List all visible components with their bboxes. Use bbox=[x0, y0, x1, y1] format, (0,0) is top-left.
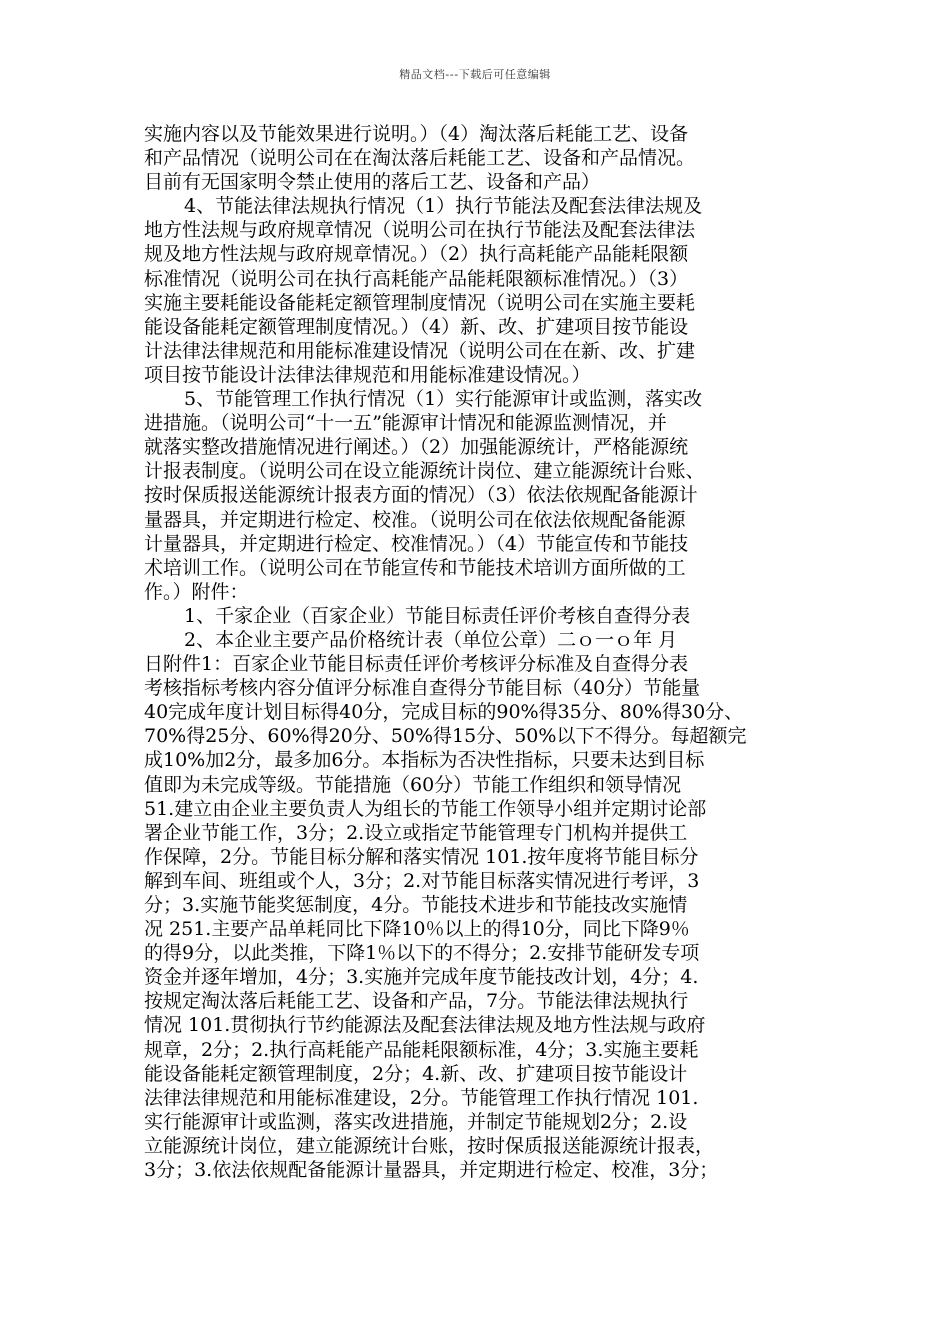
text-line: 量器具，并定期进行检定、校准。（说明公司在依法依规配备能源 bbox=[144, 508, 686, 531]
text-line: 按时保质报送能源统计报表方面的情况）（3）依法依规配备能源计 bbox=[144, 484, 698, 507]
text-line: 地方性法规与政府规章情况（说明公司在执行节能法及配套法律法 bbox=[144, 219, 696, 242]
text-line: 实施内容以及节能效果进行说明。）（4）淘汰落后耗能工艺、设备 bbox=[144, 123, 689, 145]
text-line: 标准情况（说明公司在执行高耗能产品能耗限额标准情况。）（3） bbox=[144, 267, 689, 290]
text-line: 情况 101.贯彻执行节约能源法及配套法律法规及地方性法规与政府 bbox=[144, 1014, 706, 1037]
page-header: 精品文档---下载后可任意编辑 bbox=[399, 68, 551, 81]
text-line: 署企业节能工作，3分；2.设立或指定节能管理专门机构并提供工 bbox=[144, 821, 688, 844]
text-line: 况 251.主要产品单耗同比下降10％以上的得10分，同比下降9％ bbox=[144, 918, 690, 941]
text-line: 分；3.实施节能奖惩制度，4分。节能技术进步和节能技改实施情 bbox=[144, 894, 688, 916]
text-line: 资金并逐年增加，4分；3.实施并完成年度节能技改计划，4分；4. bbox=[144, 966, 699, 989]
text-line: 规章，2分；2.执行高耗能产品能耗限额标准，4分；3.实施主要耗 bbox=[144, 1038, 699, 1061]
text-line: 术培训工作。（说明公司在节能宣传和节能技术培训方面所做的工 bbox=[144, 556, 686, 579]
text-line: 实行能源审计或监测，落实改进措施，并制定节能规划2分；2.设 bbox=[144, 1110, 688, 1133]
text-line: 的得9分，以此类推，下降1％以下的不得分；2.安排节能研发专项 bbox=[144, 942, 700, 965]
text-line: 考核指标考核内容分值评分标准自查得分节能目标（40分）节能量 bbox=[144, 677, 701, 700]
text-line: 3分；3.依法依规配备能源计量器具，并定期进行检定、校准，3分； bbox=[144, 1159, 719, 1182]
text-line: 项目按节能设计法律法律规范和用能标准建设情况。） bbox=[144, 363, 591, 386]
text-line: 5、节能管理工作执行情况（1）实行能源审计或监测，落实改 bbox=[184, 388, 703, 411]
text-line: 和产品情况（说明公司在在淘汰落后耗能工艺、设备和产品情况。 bbox=[144, 147, 696, 170]
text-line: 目前有无国家明令禁止使用的落后工艺、设备和产品） bbox=[144, 171, 601, 194]
text-line: 计法律法律规范和用能标准建设情况（说明公司在在新、改、扩建 bbox=[144, 339, 696, 362]
text-line: 计报表制度。（说明公司在设立能源统计岗位、建立能源统计台账、 bbox=[144, 460, 705, 483]
text-line: 70%得25分、60%得20分、50%得15分、50%以下不得分。每超额完 bbox=[144, 725, 747, 748]
text-line: 51.建立由企业主要负责人为组长的节能工作领导小组并定期讨论部 bbox=[144, 797, 707, 820]
text-line: 2、本企业主要产品价格统计表（单位公章）二ｏ一ｏ年 月 bbox=[184, 628, 678, 651]
document-body bbox=[144, 122, 814, 1182]
text-line: 1、千家企业（百家企业）节能目标责任评价考核自查得分表 bbox=[184, 604, 691, 627]
text-line: 值即为未完成等级。节能措施（60分）节能工作组织和领导情况 bbox=[144, 773, 682, 796]
text-line: 按规定淘汰落后耗能工艺、设备和产品，7分。节能法律法规执行 bbox=[144, 990, 689, 1013]
text-line: 日附件1：百家企业节能目标责任评价考核评分标准及自查得分表 bbox=[144, 653, 689, 676]
text-line: 立能源统计岗位，建立能源统计台账，按时保质报送能源统计报表， bbox=[144, 1134, 715, 1157]
text-line: 成10%加2分，最多加6分。本指标为否决性指标，只要未达到目标 bbox=[144, 749, 705, 772]
text-line: 规及地方性法规与政府规章情况。）（2）执行高耗能产品能耗限额 bbox=[144, 243, 689, 266]
text-line: 进措施。（说明公司“十一五”能源审计情况和能源监测情况，并 bbox=[144, 412, 667, 435]
text-line: 能设备能耗定额管理制度，2分；4.新、改、扩建项目按节能设计 bbox=[144, 1062, 688, 1085]
text-line: 法律法律规范和用能标准建设，2分。节能管理工作执行情况 101. bbox=[144, 1086, 699, 1109]
text-line: 作。）附件： bbox=[144, 580, 249, 603]
text-line: 计量器具，并定期进行检定、校准情况。）（4）节能宣传和节能技 bbox=[144, 532, 689, 555]
text-line: 作保障，2分。节能目标分解和落实情况 101.按年度将节能目标分 bbox=[144, 845, 699, 868]
text-line: 就落实整改措施情况进行阐述。）（2）加强能源统计，严格能源统 bbox=[144, 436, 689, 459]
text-line: 解到车间、班组或个人，3分；2.对节能目标落实情况进行考评，3 bbox=[144, 869, 700, 892]
text-line: 40完成年度计划目标得40分，完成目标的90%得35分、80%得30分、 bbox=[144, 701, 744, 724]
text-line: 实施主要耗能设备能耗定额管理制度情况（说明公司在实施主要耗 bbox=[144, 291, 696, 314]
text-line: 能设备能耗定额管理制度情况。）（4）新、改、扩建项目按节能设 bbox=[144, 315, 689, 338]
text-line: 4、节能法律法规执行情况（1）执行节能法及配套法律法规及 bbox=[184, 195, 703, 218]
